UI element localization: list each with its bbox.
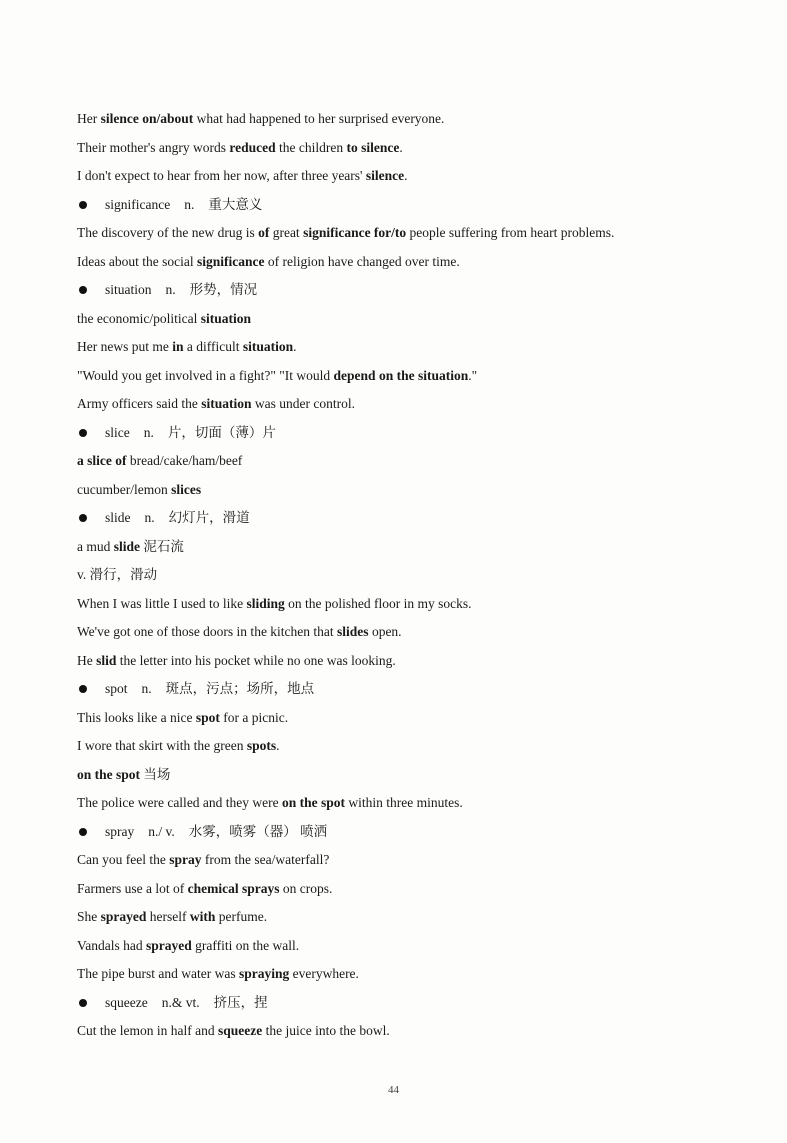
text-segment: Army officers said the [77, 396, 202, 411]
vocab-entry-spot [77, 677, 747, 706]
example-sentence [77, 962, 747, 991]
bullet-icon [79, 286, 87, 294]
headword: slide [105, 510, 131, 525]
bold-phrase: squeeze [217, 1023, 263, 1038]
text-segment: the children [275, 139, 347, 155]
text-segment: v. 滑行，滑动 [77, 567, 158, 582]
headword: slice [105, 424, 130, 440]
page-number: 44 [388, 1084, 399, 1096]
headword: significance [105, 196, 171, 212]
example-sentence [77, 250, 747, 279]
bullet-icon [79, 201, 87, 209]
text-segment: . [404, 168, 408, 183]
text-segment: perfume. [215, 909, 268, 924]
text-segment: of religion have changed over time. [264, 253, 460, 269]
part-of-speech: n. [144, 510, 155, 525]
example-sentence [77, 706, 747, 735]
bold-phrase: spray [169, 852, 202, 867]
bold-phrase: on the spot [282, 795, 346, 810]
text-segment: She [77, 909, 101, 924]
text-segment: ." [468, 367, 478, 383]
bold-phrase: silence on/about [100, 111, 194, 126]
text-segment: . [293, 339, 297, 354]
example-sentence [77, 164, 747, 193]
text-segment: for a picnic. [219, 709, 289, 725]
example-sentence [77, 848, 747, 877]
bullet-icon [79, 685, 87, 693]
bold-phrase: to silence [346, 139, 400, 155]
bold-phrase: on the spot [77, 766, 141, 782]
text-segment: The discovery of the new drug is [77, 225, 259, 240]
example-sentence [77, 763, 747, 792]
bold-phrase: significance for/to [303, 225, 407, 240]
example-sentence [77, 620, 747, 649]
bold-phrase: situation [242, 339, 294, 354]
bold-phrase: depend on the situation [333, 367, 469, 383]
example-sentence [77, 335, 747, 364]
vocab-entry-situation [77, 278, 747, 307]
text-segment: on the polished floor in my socks. [284, 595, 472, 611]
example-sentence [77, 364, 747, 393]
example-sentence [77, 934, 747, 963]
text-segment: The pipe burst and water was [77, 966, 239, 981]
text-segment: Her [77, 111, 101, 126]
bold-phrase: sprayed [145, 937, 192, 953]
text-segment: herself [146, 909, 190, 924]
bold-phrase: situation [200, 310, 251, 326]
part-of-speech: n./ v. [148, 823, 175, 839]
text-segment: from the sea/waterfall? [201, 852, 330, 867]
text-segment: Farmers use a lot of [77, 880, 188, 896]
text-segment: bread/cake/ham/beef [126, 453, 243, 468]
text-segment: was under control. [251, 396, 355, 411]
bold-phrase: spraying [238, 966, 290, 981]
text-segment: The police were called and they were [77, 795, 283, 810]
example-sentence [77, 905, 747, 934]
text-segment: Cut the lemon in half and [77, 1023, 218, 1038]
bold-phrase: slides [337, 624, 369, 639]
text-segment: 泥石流 [140, 538, 184, 554]
meaning: 斑点，污点；场所，地点 [165, 681, 315, 696]
text-segment: . [399, 139, 403, 155]
example-sentence [77, 136, 747, 165]
part-of-speech: n. [141, 681, 152, 696]
text-segment: cucumber/lemon [77, 481, 172, 497]
example-sentence [77, 592, 747, 621]
text-segment: Can you feel the [77, 852, 170, 867]
text-segment: When I was little I used to like [77, 595, 247, 611]
part-of-speech: n. [165, 282, 176, 297]
bold-phrase: significance [196, 253, 265, 269]
bold-phrase: slid [96, 652, 117, 668]
bold-phrase: sliding [246, 595, 285, 611]
vocab-entry-significance [77, 193, 747, 222]
text-segment: Her news put me [77, 339, 173, 354]
text-segment: what had happened to her surprised everyone. [193, 111, 445, 126]
headword: situation [105, 282, 152, 297]
meaning: 重大意义 [208, 196, 263, 212]
part-of-speech: n. [143, 424, 154, 440]
bold-phrase: reduced [229, 139, 276, 155]
bold-phrase: silence [365, 168, 405, 183]
vocab-entry-spray [77, 820, 747, 849]
example-sentence [77, 107, 747, 136]
text-segment: Ideas about the social [77, 253, 197, 269]
example-sentence [77, 478, 747, 507]
text-segment: within three minutes. [345, 795, 463, 810]
example-sentence [77, 221, 747, 250]
text-segment: He [77, 652, 97, 668]
bold-phrase: slices [171, 481, 202, 497]
text-segment: great [269, 225, 304, 240]
example-sentence [77, 392, 747, 421]
bullet-icon [79, 514, 87, 522]
bullet-icon [79, 999, 87, 1007]
text-segment: "Would you get involved in a fight?" "It would [77, 367, 334, 383]
text-segment: the economic/political [77, 310, 201, 326]
bold-phrase: with [189, 909, 216, 924]
meaning: 挤压，捏 [213, 994, 268, 1010]
text-segment: . [276, 738, 280, 753]
headword: spot [105, 681, 128, 696]
text-segment: Their mother's angry words [77, 139, 230, 155]
example-sentence [77, 307, 747, 336]
text-segment: a mud [77, 538, 114, 554]
text-segment: This looks like a nice [77, 709, 196, 725]
example-sentence [77, 649, 747, 678]
text-segment: open. [368, 624, 402, 639]
text-segment: Vandals had [77, 937, 146, 953]
headword: squeeze [105, 994, 148, 1010]
example-sentence [77, 535, 747, 564]
example-sentence [77, 734, 747, 763]
vocab-entry-slide [77, 506, 747, 535]
bullet-icon [79, 828, 87, 836]
vocab-entry-squeeze [77, 991, 747, 1020]
text-segment: everywhere. [289, 966, 359, 981]
example-sentence [77, 1019, 747, 1048]
part-of-speech: n.& vt. [161, 994, 200, 1010]
example-sentence [77, 449, 747, 478]
bold-phrase: sprayed [100, 909, 147, 924]
text-segment: the juice into the bowl. [262, 1023, 390, 1038]
part-of-speech: n. [184, 196, 195, 212]
text-segment: on crops. [279, 880, 333, 896]
meaning: 形势，情况 [189, 282, 258, 297]
text-segment: We've got one of those doors in the kitchen that [77, 624, 338, 639]
bold-phrase: of [258, 225, 270, 240]
text-segment: I don't expect to hear from her now, after three years' [77, 168, 366, 183]
text-segment: I wore that skirt with the green [77, 738, 247, 753]
bold-phrase: situation [201, 396, 252, 411]
meaning: 幻灯片，滑道 [168, 510, 250, 525]
bullet-icon [79, 429, 87, 437]
text-segment: a difficult [183, 339, 243, 354]
text-segment: people suffering from heart problems. [406, 225, 615, 240]
text-segment: the letter into his pocket while no one was looking. [116, 652, 396, 668]
meaning: 水雾，喷雾（器） 喷洒 [188, 823, 328, 839]
bold-phrase: chemical sprays [187, 880, 280, 896]
vocab-entry-slice [77, 421, 747, 450]
example-sentence [77, 563, 747, 592]
bold-phrase: slide [113, 538, 141, 554]
vocabulary-content [77, 107, 747, 1048]
text-segment: 当场 [140, 766, 171, 782]
example-sentence [77, 791, 747, 820]
meaning: 片，切面（薄）片 [167, 424, 276, 440]
example-sentence [77, 877, 747, 906]
bold-phrase: spots [246, 738, 277, 753]
text-segment: graffiti on the wall. [191, 937, 300, 953]
bold-phrase: spot [195, 709, 220, 725]
headword: spray [105, 823, 135, 839]
bold-phrase: a slice of [77, 453, 127, 468]
bold-phrase: in [172, 339, 184, 354]
